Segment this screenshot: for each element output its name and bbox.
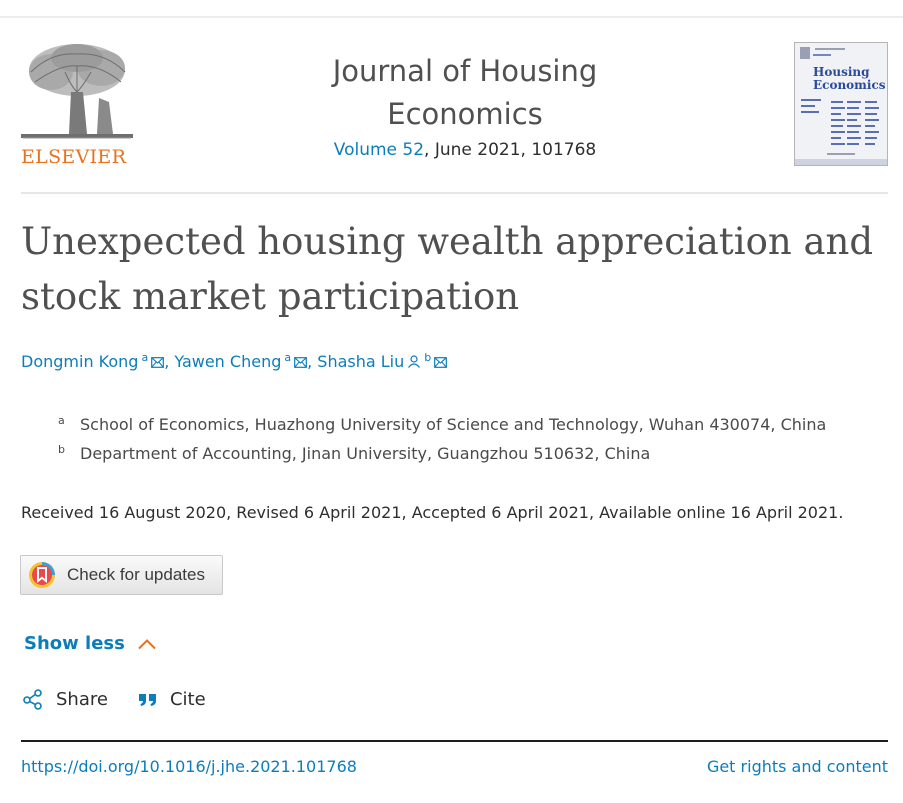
crossmark-icon [27,560,57,590]
affiliation-item: b Department of Accounting, Jinan University, Guangzhou 510632, China [58,442,651,463]
author-item [174,352,317,371]
affiliation-marker: a [284,350,292,364]
author-name-link[interactable]: Shasha Liu [317,352,405,371]
top-divider [0,16,903,18]
issue-info: , June 2021, 101768 [424,140,597,160]
email-icon[interactable] [434,357,447,368]
journal-cover-thumbnail[interactable] [794,42,888,166]
affiliation-list [58,410,826,468]
journal-info [300,50,630,160]
show-less-label: Show less [24,633,125,654]
affiliation-marker: b [424,350,432,364]
author-item [317,352,447,371]
publisher-name: ELSEVIER [21,146,127,168]
affiliation-text: School of Economics, Huazhong University of Science and Technology, Wuhan 430074, China [80,415,827,434]
show-less-toggle[interactable] [24,633,157,654]
volume-line [300,140,630,160]
publication-history: Received 16 August 2020, Revised 6 April 2021, Accepted 6 April 2021, Available online 16 April 2021. [21,503,844,522]
check-for-updates-label: Check for updates [67,565,205,584]
affiliation-text: Department of Accounting, Jinan University, Guangzhou 510632, China [80,444,651,463]
share-label: Share [56,688,108,710]
email-icon[interactable] [151,357,164,368]
email-icon[interactable] [294,357,307,368]
cover-title-line2: Economics [813,78,886,92]
author-item [21,352,174,371]
author-separator: , [307,352,318,371]
author-separator: , [164,352,175,371]
cover-title-line1: Housing [813,65,870,79]
doi-link[interactable]: https://doi.org/10.1016/j.jhe.2021.101768 [21,757,357,776]
author-name-link[interactable]: Yawen Cheng [174,352,282,371]
check-for-updates-button[interactable] [20,555,223,595]
affiliation-item: a School of Economics, Huazhong University of Science and Technology, Wuhan 430074, China [58,413,827,434]
affiliation-marker: a [141,350,149,364]
chevron-up-icon [137,638,157,650]
journal-title [300,50,630,136]
journal-title-link[interactable]: Journal of Housing Economics [332,54,598,131]
journal-cover-image [795,43,887,165]
author-name-link[interactable]: Dongmin Kong [21,352,139,371]
share-icon [22,688,44,710]
footer-divider [21,740,888,742]
volume-link[interactable]: Volume 52 [333,140,425,160]
article-actions [22,688,206,710]
publisher-logo[interactable] [21,42,133,168]
cite-button[interactable] [138,689,206,710]
person-icon [407,355,421,368]
elsevier-tree-icon [21,42,133,142]
quote-icon [138,691,158,707]
share-button[interactable] [22,688,108,710]
rights-link[interactable]: Get rights and content [706,757,888,776]
header-divider [21,192,888,194]
author-list [21,352,447,371]
cite-label: Cite [169,688,206,710]
article-title: Unexpected housing wealth appreciation and stock market participation [21,220,874,318]
